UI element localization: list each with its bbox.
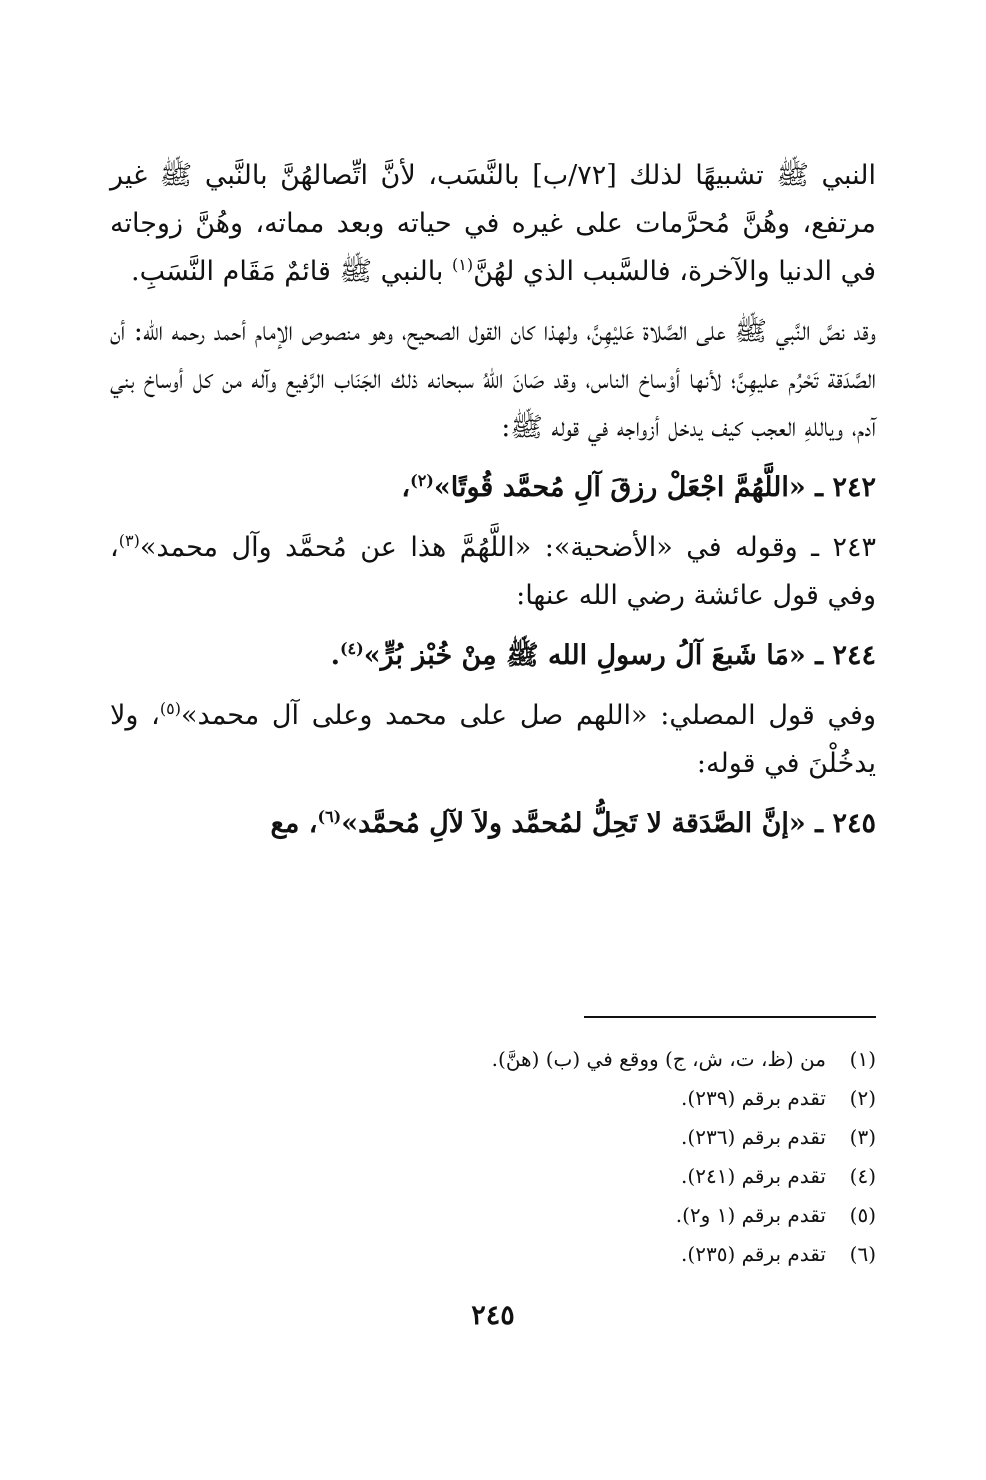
hadith-number: ٢٤٤	[832, 640, 876, 671]
paragraph-tail: .	[330, 640, 340, 671]
page-number: ٢٤٥	[471, 1300, 515, 1331]
hadith-paragraph	[110, 800, 876, 848]
footnote-ref: (١)	[452, 255, 474, 274]
hadith-text: ـ «إنَّ الصَّدَقة لا تَحِلُّ لمُحمَّد ولاَ لآلِ مُحمَّد»	[341, 808, 833, 839]
paragraph	[110, 524, 876, 620]
footnote-text: تقدم برقم (١ و٢).	[675, 1203, 826, 1227]
footnote-number: (٦)	[849, 1242, 876, 1266]
footnote-text: تقدم برقم (٢٤١).	[681, 1164, 826, 1188]
footnote-number: (٣)	[849, 1125, 876, 1149]
footnote-ref: (٦)	[317, 807, 342, 826]
footnote-ref: (٢)	[410, 471, 434, 490]
hadith-paragraph	[110, 632, 876, 680]
footnote-item	[110, 1157, 876, 1196]
footnote-number: (٢)	[849, 1086, 876, 1110]
footnote-ref: (٥)	[159, 699, 181, 718]
footnote-divider	[584, 1016, 876, 1018]
footnote-text: تقدم برقم (٢٣٩).	[681, 1086, 826, 1110]
hadith-number: ٢٤٥	[832, 808, 876, 839]
paragraph-text: وفي قول المصلي: «اللهم صل على محمد وعلى آل محمد»	[181, 700, 877, 731]
footnote-number: (١)	[849, 1047, 876, 1071]
hadith-text: ـ «مَا شَبعَ آلُ رسولِ الله ﷺ مِنْ خُبْز بُرٍّ»	[363, 640, 833, 671]
hadith-text: ـ «اللَّهُمَّ اجْعَلْ رزقَ آلِ مُحمَّد قُوتًا»	[433, 472, 833, 503]
paragraph	[110, 152, 876, 296]
footnote-item	[110, 1235, 876, 1274]
paragraph-text: وقد نصَّ النَّبي ﷺ على الصَّلاة عَليْهِنَّ، ولهذا كان القول الصحيح، وهو منصوص الإمام أحمد رحمه الله: أن الصَّدَقة تَحْرُم عليهِنَّ؛ لأنها أوْساخ الناس، وقد صَانَ اللهُ سبحانه ذلك الجَنَاب الرَّفيع وآله من كل أوساخ بني آدم، وياللهِ العجب كيف يدخل أزواجه في قوله ﷺ:	[110, 316, 876, 443]
footnote-number: (٤)	[849, 1164, 876, 1188]
footnote-ref: (٤)	[339, 639, 364, 658]
paragraph-tail: ، مع	[270, 808, 318, 839]
footnote-text: تقدم برقم (٢٣٦).	[681, 1125, 826, 1149]
footnote-item	[110, 1196, 876, 1235]
paragraph-text: ٢٤٣ ـ وقوله في «الأضحية»: «اللَّهُمَّ هذا عن مُحمَّد وآل محمد»	[139, 532, 876, 563]
footnote-text: تقدم برقم (٢٣٥).	[681, 1242, 826, 1266]
footnote-item	[110, 1040, 876, 1079]
paragraph-tail: ، ولا يدخُلْنَ في قوله:	[110, 700, 876, 779]
paragraph-tail: ، وفي قول عائشة رضي الله عنها:	[110, 532, 876, 611]
footnote-text: من (ظ، ت، ش، ج) ووقع في (ب) (هنَّ).	[491, 1047, 826, 1071]
paragraph	[110, 692, 876, 788]
paragraph-tail: بالنبي ﷺ قائمٌ مَقَام النَّسَبِ.	[130, 256, 453, 287]
footnote-ref: (٣)	[118, 531, 140, 550]
body-text	[110, 152, 876, 860]
paragraph-tail: ،	[401, 472, 411, 503]
paragraph	[110, 308, 876, 452]
footnote-number: (٥)	[849, 1203, 876, 1227]
paragraph-text: النبي ﷺ تشبيهًا لذلك [٧٢/ب] بالنَّسَب، لأنَّ اتِّصالهُنَّ بالنَّبي ﷺ غير مرتفع، وهُنَّ مُحرَّمات على غيره في حياته وبعد مماته، وهُنَّ زوجاته في الدنيا والآخرة، فالسَّبب الذي لهُنَّ	[110, 160, 876, 287]
hadith-number: ٢٤٢	[832, 472, 876, 503]
footnote-item	[110, 1079, 876, 1118]
footnotes	[110, 1040, 876, 1274]
hadith-paragraph	[110, 464, 876, 512]
footnote-item	[110, 1118, 876, 1157]
